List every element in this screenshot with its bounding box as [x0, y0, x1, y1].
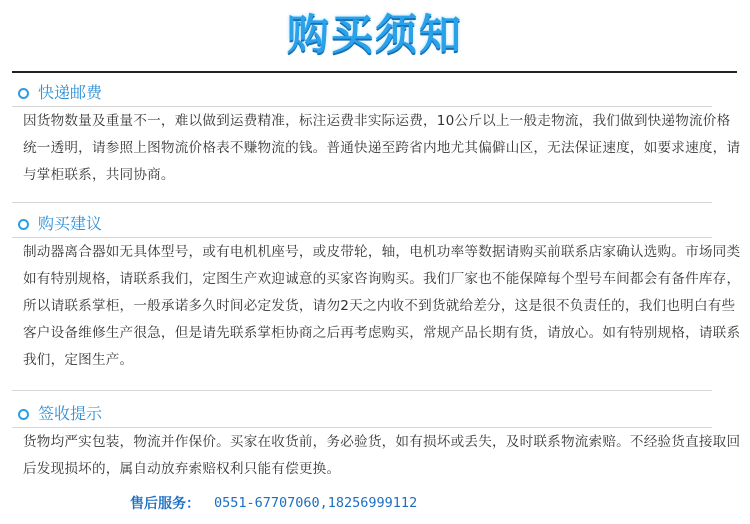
section-receipt-divider	[12, 427, 712, 428]
section-advice-heading	[18, 213, 102, 235]
circle-bullet-icon	[18, 219, 29, 230]
page-title: 购买须知	[286, 10, 463, 59]
section-advice-body: 制动器离合器如无具体型号，或有电机机座号，或皮带轮，轴，电机功率等数据请购买前联系店家确认选购。市场同类如有特别规格，请联系我们，定图生产欢迎诚意的买家咨询购买。我们厂家也不能保障每个型号车间都会有备件库存，所以请联系掌柜，一般承诺多久时间必定发货，请勿2天之内收不到货就给差分，这是很不负责任的，我们也明白有些客户设备维修生产很急，但是请先联系掌柜协商之后再考虑购买，常规产品长期有货，请放心。如有特别规格，请联系我们，定图生产。	[23, 244, 741, 368]
circle-bullet-icon	[18, 88, 29, 99]
service-phone-numbers: 0551-67707060,18256999112	[214, 495, 418, 511]
section-advice-title: 购买建议	[38, 214, 103, 233]
section-advice-divider	[12, 237, 712, 238]
section-receipt-heading	[18, 403, 102, 425]
section-receipt-body: 货物均严实包装，物流并作保价。买家在收货前，务必验货，如有损坏或丢失，及时联系物流索赔。不经验货直接取回后发现损坏的，属自动放弃索赔权利只能有偿更换。	[23, 434, 741, 477]
section-divider	[12, 390, 712, 391]
service-label: 售后服务：	[130, 496, 200, 512]
title-divider	[12, 71, 737, 73]
section-shipping-heading	[18, 82, 102, 104]
section-shipping-title: 快递邮费	[38, 83, 103, 102]
after-sales-service	[130, 491, 417, 515]
section-receipt-title: 签收提示	[38, 404, 103, 423]
section-shipping-divider	[12, 106, 712, 107]
section-divider	[12, 202, 712, 203]
section-shipping-body: 因货物数量及重量不一，难以做到运费精准，标注运费非实际运费，10公斤以上一般走物流，我们做到快递物流价格统一透明，请参照上图物流价格表不赚物流的钱。普通快递至跨省内地尤其偏僻山区，无法保证速度，如要求速度，请与掌柜联系，共同协商。	[23, 113, 741, 183]
circle-bullet-icon	[18, 409, 29, 420]
